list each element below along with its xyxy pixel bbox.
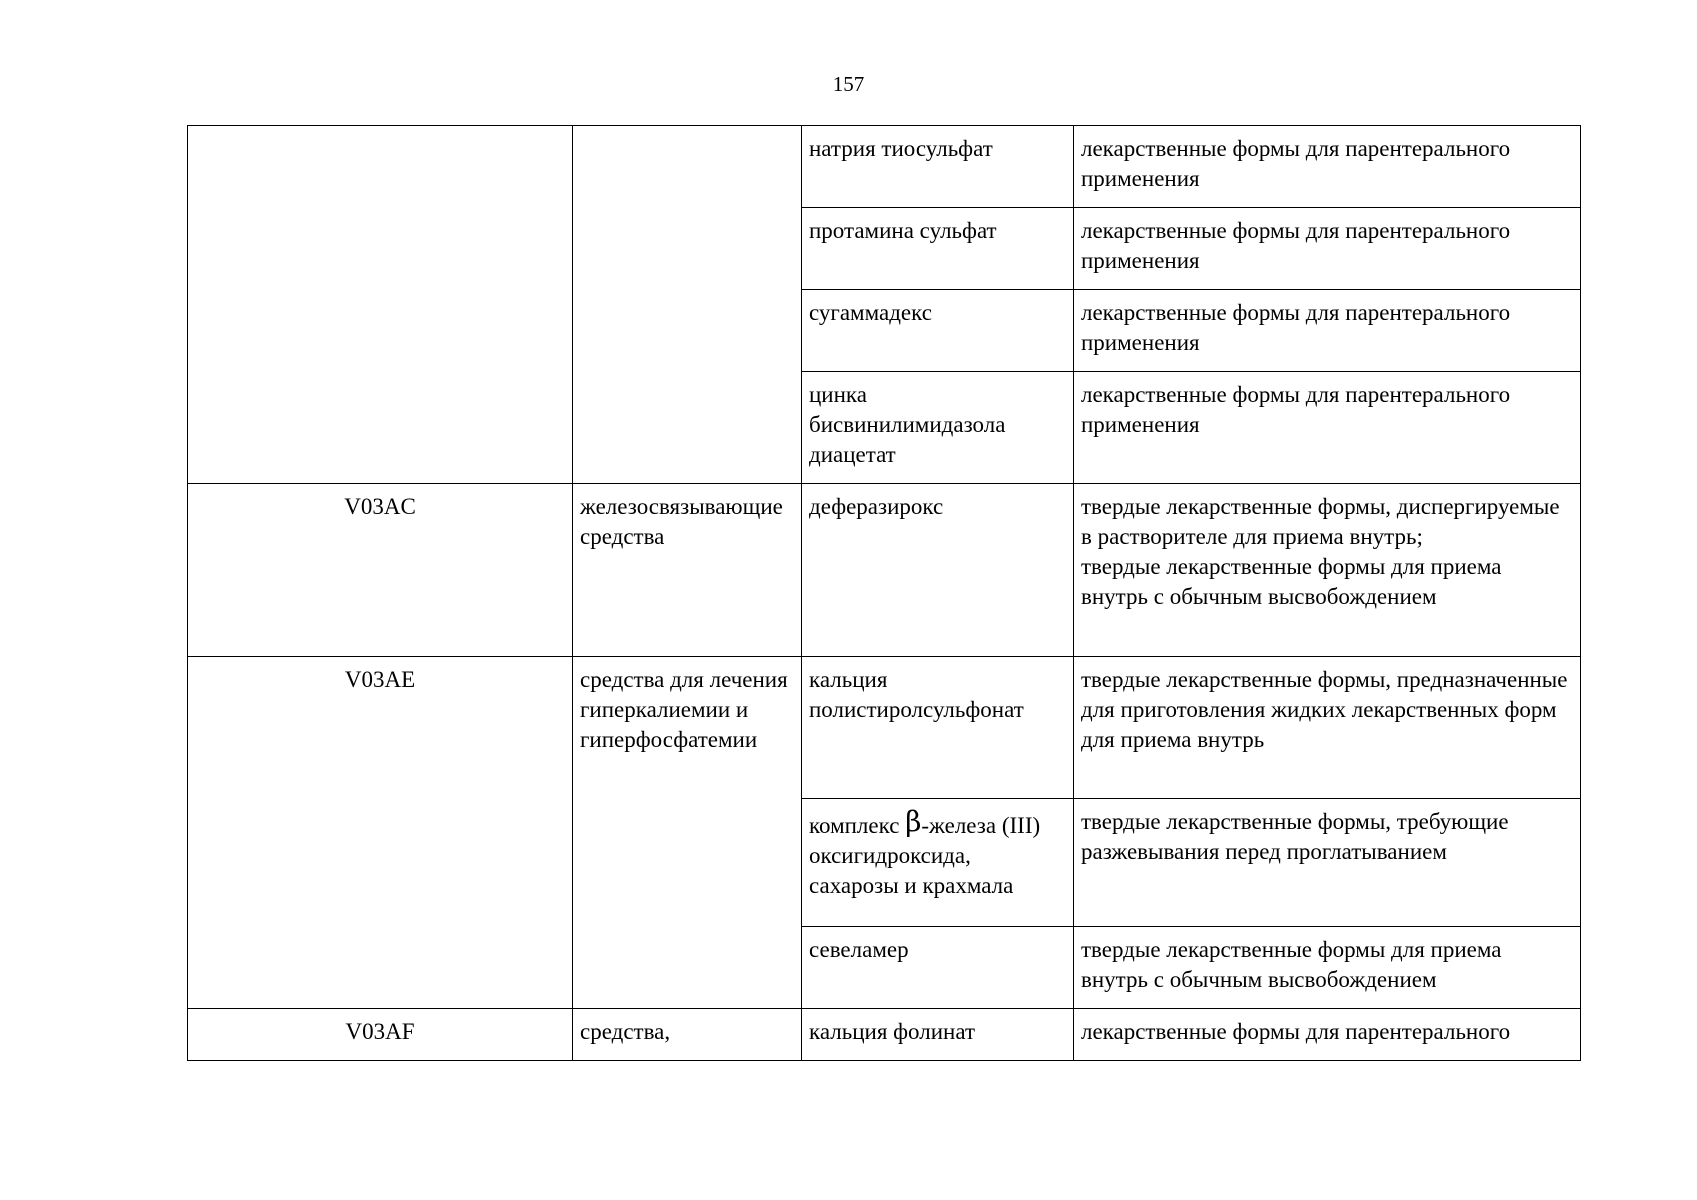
drug-name-cell: сугаммадекс — [802, 290, 1074, 372]
drug-name-cell: цинка бисвинилимидазола диацетат — [802, 372, 1074, 484]
dosage-form-cell: лекарственные формы для парентерального применения — [1074, 290, 1581, 372]
drug-name-cell: севеламер — [802, 927, 1074, 1009]
table-row — [188, 484, 1581, 657]
drug-name-prefix: комплекс — [809, 813, 900, 838]
drug-name-cell: протамина сульфат — [802, 208, 1074, 290]
dosage-form-cell: лекарственные формы для парентерального применения — [1074, 372, 1581, 484]
dosage-form-cell: лекарственные формы для парентерального — [1074, 1009, 1581, 1061]
dosage-form-cell: лекарственные формы для парентерального применения — [1074, 126, 1581, 208]
drug-name-cell: деферазирокс — [802, 484, 1074, 657]
dosage-form-cell — [1074, 484, 1581, 657]
atc-code-cell: V03AE — [188, 657, 573, 1009]
table-row — [188, 657, 1581, 799]
drug-name-cell — [802, 799, 1074, 927]
group-name-cell: средства для лечения гиперкалиемии и гиперфосфатемии — [573, 657, 802, 1009]
empty-group-cell — [573, 126, 802, 484]
table-row — [188, 126, 1581, 208]
drug-table — [187, 125, 1581, 1061]
drug-name-cell: натрия тиосульфат — [802, 126, 1074, 208]
drug-name-cell: кальция фолинат — [802, 1009, 1074, 1061]
dosage-form-cell: твердые лекарственные формы для приема внутрь с обычным высвобождением — [1074, 927, 1581, 1009]
dosage-form-line: твердые лекарственные формы, диспергируемые в растворителе для приема внутрь; — [1081, 494, 1560, 549]
table-row — [188, 1009, 1581, 1061]
group-name-cell: железосвязывающие средства — [573, 484, 802, 657]
dosage-form-cell: твердые лекарственные формы, предназначенные для приготовления жидких лекарственных форм для приема внутрь — [1074, 657, 1581, 799]
dosage-form-cell: твердые лекарственные формы, требующие разжевывания перед проглатыванием — [1074, 799, 1581, 927]
drug-name-cell: кальция полистиролсульфонат — [802, 657, 1074, 799]
dosage-form-line: твердые лекарственные формы для приема внутрь с обычным высвобождением — [1081, 554, 1502, 609]
group-name-cell: средства, — [573, 1009, 802, 1061]
atc-code-cell: V03AF — [188, 1009, 573, 1061]
atc-code-cell: V03AC — [188, 484, 573, 657]
beta-symbol: β — [905, 805, 922, 838]
page-number: 157 — [832, 72, 865, 96]
drug-name-suffix: -железа (III) оксигидроксида, сахарозы и крахмала — [809, 813, 1041, 898]
dosage-form-cell: лекарственные формы для парентерального применения — [1074, 208, 1581, 290]
empty-code-cell — [188, 126, 573, 484]
